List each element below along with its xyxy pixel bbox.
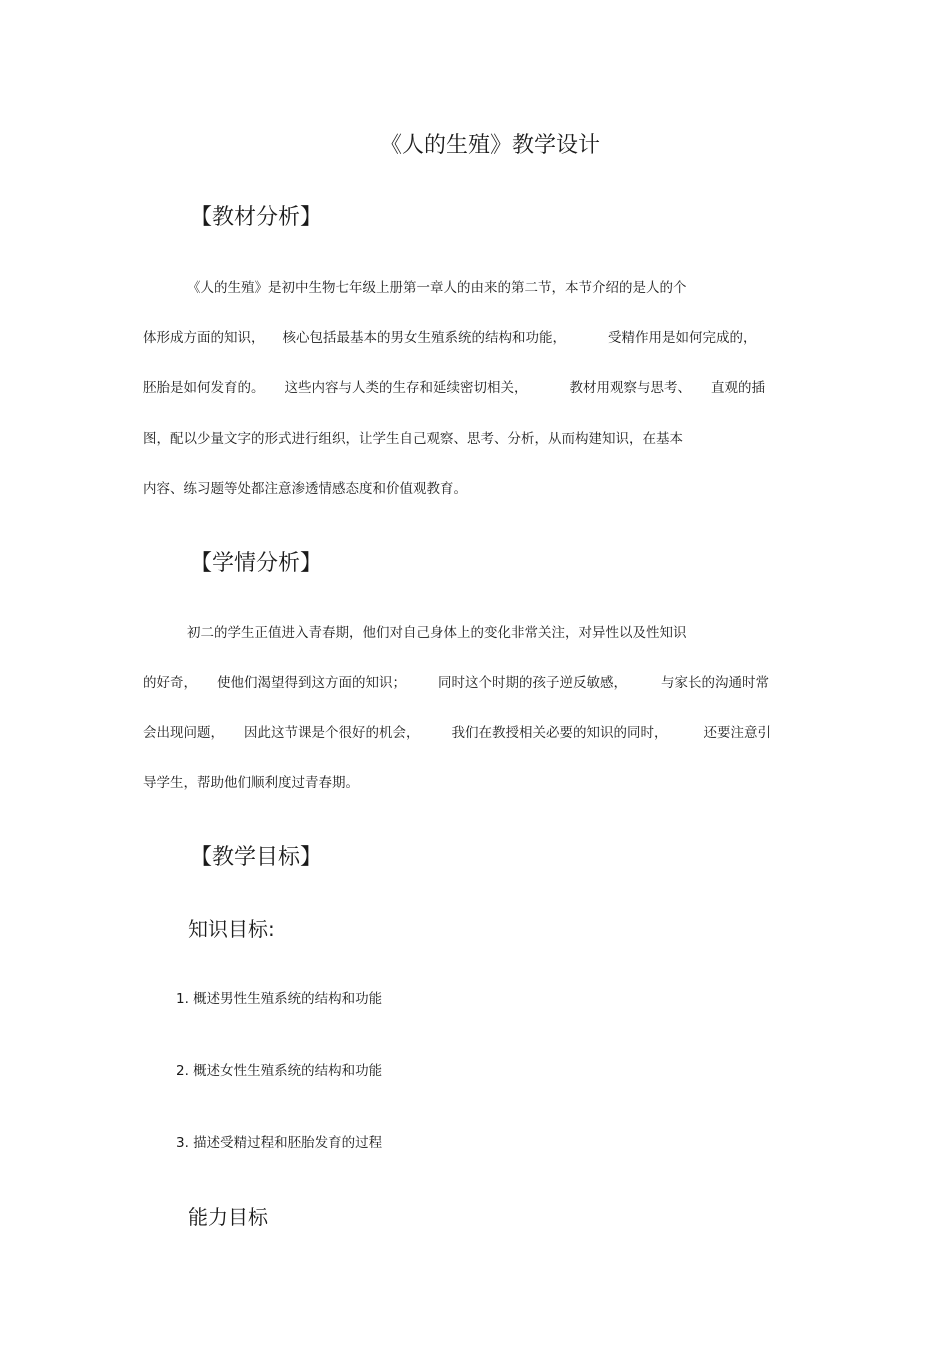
paragraph-line	[143, 376, 765, 396]
paragraph-line: 图，配以少量文字的形式进行组织，让学生自己观察、思考、分析，从而构建知识，在基本	[143, 431, 683, 447]
section-heading-teaching-goals: 【教学目标】	[190, 845, 323, 870]
paragraph-line: 导学生，帮助他们顺利度过青春期。	[143, 775, 359, 791]
subheading-ability-goals: 能力目标	[188, 1205, 268, 1229]
text-segment: 使他们渴望得到这方面的知识；	[217, 675, 406, 691]
paragraph-line: 《人的生殖》是初中生物七年级上册第一章人的由来的第二节，本节介绍的是人的个	[187, 280, 687, 296]
section-heading-student-analysis: 【学情分析】	[190, 551, 323, 576]
text-segment: 的好奇，	[143, 675, 197, 691]
text-segment: 核心包括最基本的男女生殖系统的结构和功能，	[282, 330, 566, 346]
list-item: 1. 概述男性生殖系统的结构和功能	[176, 991, 383, 1007]
paragraph-line	[143, 326, 757, 346]
text-segment: 体形成方面的知识，	[143, 330, 265, 346]
text-segment: 会出现问题，	[143, 725, 224, 741]
text-segment: 受精作用是如何完成的，	[608, 330, 757, 346]
list-item: 2. 概述女性生殖系统的结构和功能	[176, 1063, 383, 1079]
subheading-knowledge-goals: 知识目标:	[188, 917, 275, 941]
paragraph-line	[143, 721, 771, 741]
paragraph-line	[143, 671, 769, 691]
paragraph-line: 内容、练习题等处都注意渗透情感态度和价值观教育。	[143, 481, 467, 497]
text-segment: 我们在教授相关必要的知识的同时，	[451, 725, 668, 741]
list-item: 3. 描述受精过程和胚胎发育的过程	[176, 1135, 383, 1151]
text-segment: 胚胎是如何发育的。	[143, 380, 265, 396]
text-segment: 这些内容与人类的生存和延续密切相关，	[284, 380, 528, 396]
text-segment: 因此这节课是个很好的机会，	[244, 725, 420, 741]
paragraph-line: 初二的学生正值进入青春期，他们对自己身体上的变化非常关注，对异性以及性知识	[187, 625, 687, 641]
text-segment: 同时这个时期的孩子逆反敏感，	[438, 675, 627, 691]
text-segment: 与家长的沟通时常	[661, 675, 769, 691]
text-segment: 直观的插	[711, 380, 765, 396]
section-heading-textbook-analysis: 【教材分析】	[190, 205, 323, 230]
text-segment: 教材用观察与思考、	[569, 380, 691, 396]
page-title: 《人的生殖》教学设计	[379, 133, 600, 158]
text-segment: 还要注意引	[703, 725, 771, 741]
